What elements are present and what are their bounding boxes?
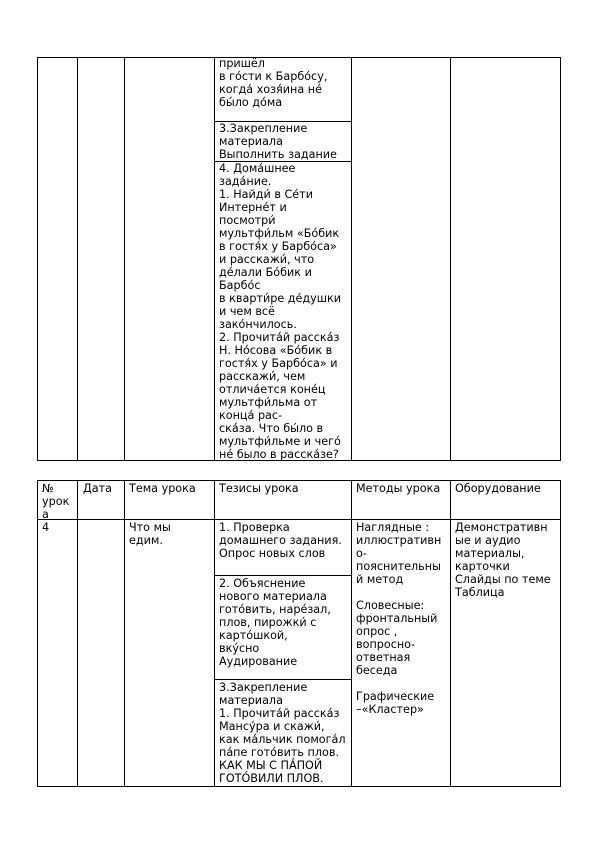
cell-equipment: Демонстративн ые и аудио материалы, карточки Слайды по теме Таблица xyxy=(455,521,551,599)
top-table-col-border xyxy=(560,57,561,461)
bottom-table-col-border xyxy=(560,480,561,787)
cell-topic: Что мы едим. xyxy=(129,521,171,547)
cell-lesson-number: 4 xyxy=(42,521,50,534)
bottom-table-row-divider xyxy=(215,575,352,576)
cell-methods: Наглядные : иллюстративн о- пояснительны й метод Словесные: фронтальный опрос , вопросно- ответная беседа Графические –«Кластер» xyxy=(356,521,442,716)
header-lesson-number: № урок а xyxy=(42,482,70,521)
top-table-col-border xyxy=(77,57,78,461)
top-thesis-cell-2: 3.Закрепление материала Выполнить задание xyxy=(219,122,337,161)
cell-thesis-1: 1. Проверка домашнего задания. Опрос новых слов xyxy=(219,521,342,560)
bottom-table-header-divider xyxy=(37,519,561,520)
bottom-table-col-border xyxy=(450,480,451,787)
bottom-table-border-bottom xyxy=(37,786,561,787)
header-theses: Тезисы урока xyxy=(219,482,299,495)
bottom-table-row-divider xyxy=(215,679,352,680)
cell-thesis-3: 3.Закрепление материала 1. Прочита́й расска́з Мансу́ра и скажи́, как ма́льчик помога́л па́пе гото́вить плов. КАК МЫ С ПА́ПОЙ ГОТО́ВИЛИ ПЛОВ. xyxy=(219,681,346,785)
bottom-table-col-border xyxy=(37,480,38,787)
bottom-table-col-border xyxy=(124,480,125,787)
bottom-table-border-top xyxy=(37,480,561,481)
top-table-col-border xyxy=(214,57,215,461)
bottom-table-col-border xyxy=(214,480,215,787)
header-equipment: Оборудование xyxy=(455,482,541,495)
top-table-col-border xyxy=(351,57,352,461)
bottom-table-col-border xyxy=(77,480,78,787)
header-date: Дата xyxy=(83,482,112,495)
top-table-col-border xyxy=(124,57,125,461)
header-topic: Тема урока xyxy=(129,482,196,495)
bottom-table-col-border xyxy=(351,480,352,787)
cell-thesis-2: 2. Объяснение нового материала гото́вить, наре́зал, плов, пирожки́ с карто́шкой, вку́сно Аудирование xyxy=(219,577,331,668)
top-thesis-cell-1: пришёл в го́сти к Барбо́су, когда́ хозя́ина не́ бы́ло до́ма xyxy=(219,57,328,109)
header-methods: Методы урока xyxy=(356,482,441,495)
top-thesis-cell-3: 4. Дома́шнее зада́ние. 1. Найди́ в Се́ти Интерне́т и посмотри́ мультфи́льм «Бо́бик в гостя́х у Барбо́са» и расскажи́, что де́лали Бо́бик и Барбо́с в кварти́ре де́душки и чем всё зако́нчилось. 2. Прочита́й расска́з Н. Но́сова «Бо́бик в гостя́х у Барбо́са» и расскажи́, чем отлича́ется коне́ц мультфи́льма от конца́ рас- ска́за. Что бы́ло в мультфи́льме и чего́ не́ было в расска́зе? xyxy=(219,162,342,461)
top-table-col-border xyxy=(37,57,38,461)
top-table-col-border xyxy=(450,57,451,461)
